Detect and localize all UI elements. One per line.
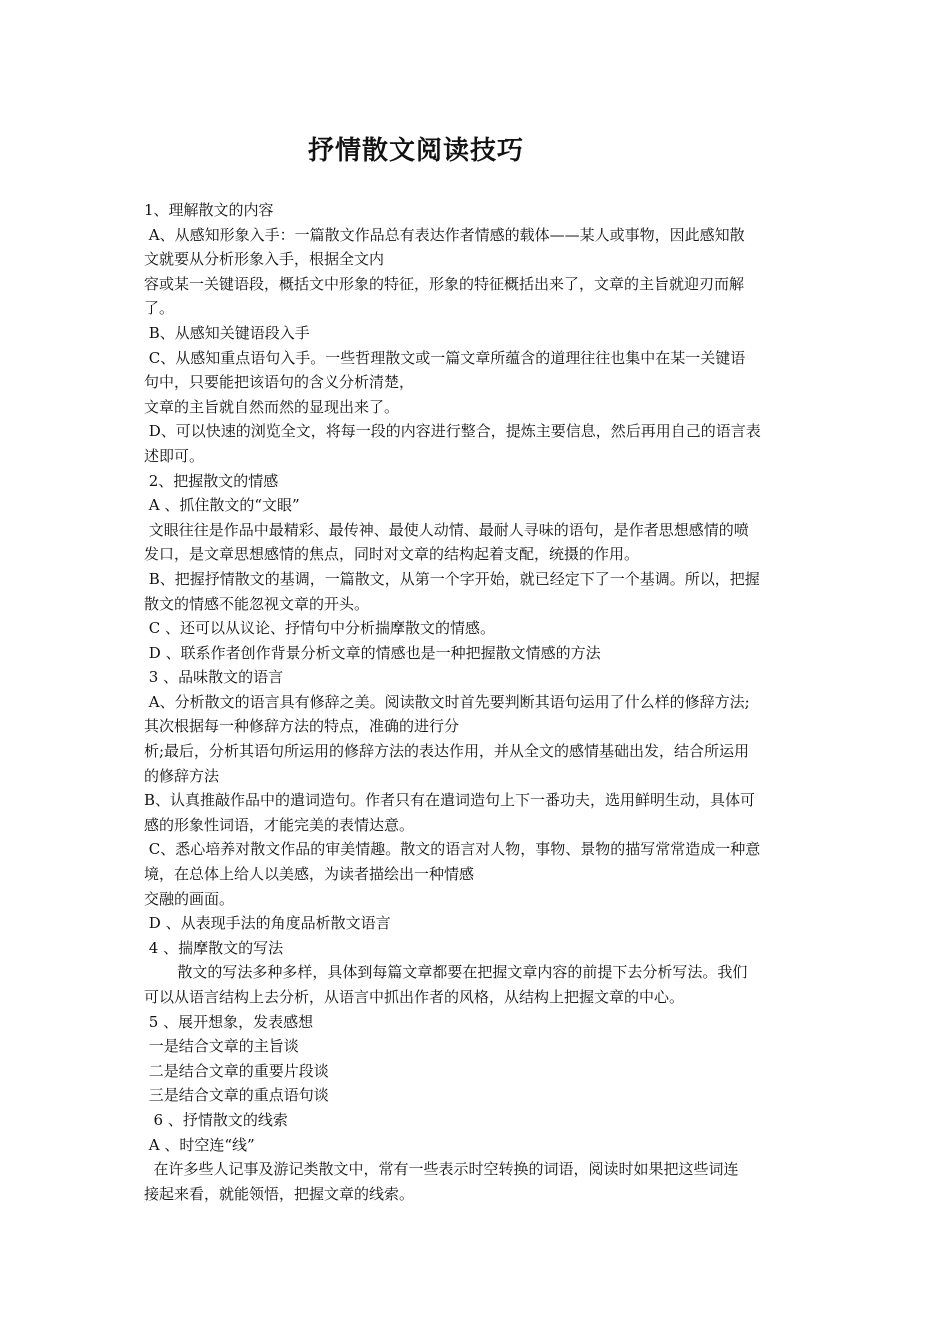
text-line: B、认真推敲作品中的遣词造句。作者只有在遣词造句上下一番功夫，选用鲜明生动，具体可 (144, 791, 756, 810)
text-line: 述即可。 (144, 446, 205, 465)
text-line: 文章的主旨就自然而然的显现出来了。 (144, 397, 400, 416)
text-line: D 、从表现手法的角度品析散文语言 (144, 914, 391, 933)
text-line: 三是结合文章的重点语句谈 (144, 1086, 329, 1105)
text-line: B、把握抒情散文的基调，一篇散文，从第一个字开始，就已经定下了一个基调。所以，把握 (144, 569, 760, 588)
text-line: C 、还可以从议论、抒情句中分析揣摩散文的情感。 (144, 619, 496, 638)
text-line: 散文的写法多种多样，具体到每篇文章都要在把握文章内容的前提下去分析写法。我们 (144, 963, 748, 982)
text-line: 其次根据每一种修辞方法的特点，准确的进行分 (144, 717, 460, 736)
text-line: 可以从语言结构上去分析，从语言中抓出作者的风格，从结构上把握文章的中心。 (144, 988, 685, 1006)
text-line: 的修辞方法 (144, 766, 220, 785)
text-line: 接起来看，就能领悟，把握文章的线索。 (144, 1184, 415, 1203)
text-line: 4 、揣摩散文的写法 (144, 938, 284, 957)
text-line: A、从感知形象入手：一篇散文作品总有表达作者情感的载体——某人或事物，因此感知散 (144, 225, 745, 244)
text-line: D 、联系作者创作背景分析文章的情感也是一种把握散文情感的方法 (144, 643, 601, 662)
text-line: 了。 (144, 299, 175, 318)
text-line: 境，在总体上给人以美感，为读者描绘出一种情感 (144, 865, 475, 884)
text-line: 感的形象性词语，才能完美的表情达意。 (144, 815, 415, 834)
text-line: 容或某一关键语段，概括文中形象的特征，形象的特征概括出来了，文章的主旨就迎刃而解 (144, 274, 745, 293)
text-line: 在许多些人记事及游记类散文中，常有一些表示时空转换的词语，阅读时如果把这些词连 (144, 1160, 739, 1179)
text-line: 交融的画面。 (144, 889, 235, 908)
text-line: 二是结合文章的重要片段谈 (144, 1061, 329, 1080)
text-line: 6 、抒情散文的线索 (144, 1110, 288, 1129)
text-line: 文眼往往是作品中最精彩、最传神、最使人动情、最耐人寻味的语句，是作者思想感情的喷 (144, 520, 749, 539)
text-line: 析;最后，分析其语句所运用的修辞方法的表达作用，并从全文的感情基础出发，结合所运用 (144, 742, 750, 761)
text-line: 2、把握散文的情感 (144, 471, 279, 490)
text-line: 句中，只要能把该语句的含义分析清楚， (144, 373, 415, 392)
text-line: C、悉心培养对散文作品的审美情趣。散文的语言对人物，事物、景物的描写常常造成一种意 (144, 840, 761, 859)
text-line: C、从感知重点语句入手。一些哲理散文或一篇文章所蕴含的道理往往也集中在某一关键语 (144, 348, 746, 367)
text-line: A 、时空连“线” (144, 1135, 255, 1154)
text-line: 文就要从分析形象入手，根据全文内 (144, 250, 385, 269)
text-line: A、分析散文的语言具有修辞之美。阅读散文时首先要判断其语句运用了什么样的修辞方法; (144, 692, 750, 711)
document-body (144, 198, 814, 1206)
text-line: 3 、品味散文的语言 (144, 668, 284, 687)
text-line: D、可以快速的浏览全文，将每一段的内容进行整合，提炼主要信息，然后再用自己的语言表 (144, 422, 761, 441)
text-line: 1、理解散文的内容 (144, 201, 274, 219)
text-line: A 、抓住散文的“文眼” (144, 496, 300, 515)
text-line: 发口，是文章思想感情的焦点，同时对文章的结构起着支配，统摄的作用。 (144, 545, 640, 564)
text-line: 5 、展开想象，发表感想 (144, 1012, 314, 1031)
document-title: 抒情散文阅读技巧 (307, 136, 524, 166)
text-line: 散文的情感不能忽视文章的开头。 (144, 594, 370, 613)
text-line: 一是结合文章的主旨谈 (144, 1037, 299, 1056)
text-line: B、从感知关键语段入手 (144, 323, 310, 342)
